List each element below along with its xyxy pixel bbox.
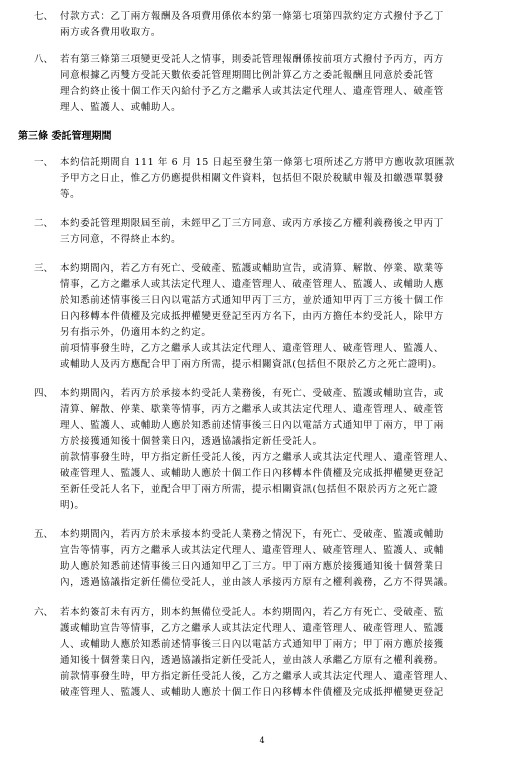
- clause-line: 理人、監護人、或輔助人應於知悉前述情事後三日內以電話方式通知甲丁兩方，甲丁兩: [60, 420, 444, 431]
- clause-line: 付款方式：乙丁兩方報酬及各項費用係依本約第一條第七項第四款約定方式撥付予乙丁: [60, 11, 444, 22]
- clause-line: 本約期間內，若乙方有死亡、受破產、監護或輔助宣告，或清算、解散、停業、歇業等: [60, 263, 444, 274]
- clause-line: 前款情事發生時，甲方指定新任受託人後，乙方之繼承人或其法定代理人、遺產管理人、: [60, 671, 454, 682]
- clause-number: 六、: [34, 607, 54, 618]
- clause-line: 予甲方之日止，惟乙方仍應提供相關文件資料，包括但不限於稅賦申報及扣繳憑單製發: [60, 173, 444, 184]
- clause-line: 理合約終止後十個工作天內給付予乙方之繼承人或其法定代理人、遺產管理人、破產管: [60, 86, 444, 97]
- clause-line: 宣告等情事，丙方之繼承人或其法定代理人、遺產管理人、破產管理人、監護人、或輔: [60, 545, 444, 556]
- clause-line: 助人應於知悉前述情事後三日內通知甲乙丁三方。甲丁兩方應於接獲通知後十個營業日: [60, 561, 444, 572]
- clause-line: 本約期間內，若丙方於未承接本約受託人業務之情況下，有死亡、受破產、監護或輔助: [60, 529, 444, 540]
- clause-line: 理人、監護人、或輔助人。: [60, 102, 182, 113]
- clause-line: 破產管理人、監護人、或輔助人應於十個工作日內移轉本件債權及完成抵押權變更登記: [60, 468, 444, 479]
- clause-line: 護或輔助宣告等情事，乙方之繼承人或其法定代理人、遺產管理人、破產管理人、監護: [60, 623, 444, 634]
- clause-line: 三方同意，不得終止本約。: [60, 234, 182, 245]
- clause-line: 方於接獲通知後十個營業日內，透過協議指定新任受託人。: [60, 436, 323, 447]
- article-heading: 第三條 委託管理期間: [18, 131, 112, 142]
- page-number: 4: [259, 736, 265, 745]
- clause-line: 通知後十個營業日內，透過協議指定新任受託人，並由該人承繼乙方原有之權利義務。: [60, 655, 444, 666]
- clause-line: 兩方或各費用收取方。: [60, 27, 162, 38]
- clause-line: 本約委託管理期限屆至前，未經甲乙丁三方同意、或丙方承接乙方權利義務後之甲丙丁: [60, 218, 444, 229]
- clause-line: 若本約簽訂未有丙方，則本約無備位受託人。本約期間內，若乙方有死亡、受破產、監: [60, 607, 444, 618]
- clause-number: 二、: [34, 218, 54, 229]
- clause-number: 五、: [34, 529, 54, 540]
- clause-line: 至新任受託人名下，並配合甲丁兩方所需，提示相關資訊(包括但不限於丙方之死亡證: [60, 484, 439, 495]
- clause-number: 一、: [34, 157, 54, 168]
- clause-line: 清算、解散、停業、歇業等情事，丙方之繼承人或其法定代理人、遺產管理人、破產管: [60, 404, 444, 415]
- clause-line: 內，透過協議指定新任備位受託人，並由該人承接丙方原有之權利義務，乙方不得異議。: [60, 577, 454, 588]
- clause-line: 本約信託期間自 111 年 6 月 15 日起至發生第一條第七項所述乙方將甲方應收款項匯款: [60, 157, 455, 168]
- clause-line: 另有指示外，仍適用本約之約定。: [60, 327, 212, 338]
- clause-number: 八、: [34, 54, 54, 65]
- clause-line: 情事，乙方之繼承人或其法定代理人、遺產管理人、破產管理人、監護人、或輔助人應: [60, 279, 444, 290]
- clause-line: 破產管理人、監護人、或輔助人應於十個工作日內移轉本件債權及完成抵押權變更登記: [60, 687, 444, 698]
- clause-line: 日內移轉本件債權及完成抵押權變更登記至丙方名下，由丙方擔任本約受託人，除甲方: [60, 311, 444, 322]
- clause-line: 前款情事發生時，甲方指定新任受託人後，丙方之繼承人或其法定代理人、遺產管理人、: [60, 452, 454, 463]
- clause-line: 明)。: [60, 500, 85, 511]
- clause-line: 或輔助人及丙方應配合甲丁兩方所需，提示相關資訊(包括但不限於乙方之死亡證明)。: [60, 359, 443, 370]
- clause-number: 七、: [34, 11, 54, 22]
- clause-line: 若有第三條第三項變更受託人之情事，則委託管理報酬係按前項方式撥付予丙方，丙方: [60, 54, 444, 65]
- clause-line: 同意根據乙丙雙方受託天數依委託管理期間比例計算乙方之委託報酬且同意於委託管: [60, 70, 434, 81]
- clause-number: 三、: [34, 263, 54, 274]
- clause-line: 等。: [60, 189, 81, 200]
- clause-line: 本約期間內，若丙方於承接本約受託人業務後，有死亡、受破產、監護或輔助宣告，或: [60, 388, 444, 399]
- clause-line: 於知悉前述情事後三日內以電話方式通知甲丙丁三方，並於通知甲丙丁三方後十個工作: [60, 295, 444, 306]
- clause-line: 人、或輔助人應於知悉前述情事後三日內以電話方式通知甲丁兩方；甲丁兩方應於接獲: [60, 639, 444, 650]
- clause-line: 前項情事發生時，乙方之繼承人或其法定代理人、遺產管理人、破產管理人、監護人、: [60, 343, 444, 354]
- clause-number: 四、: [34, 388, 54, 399]
